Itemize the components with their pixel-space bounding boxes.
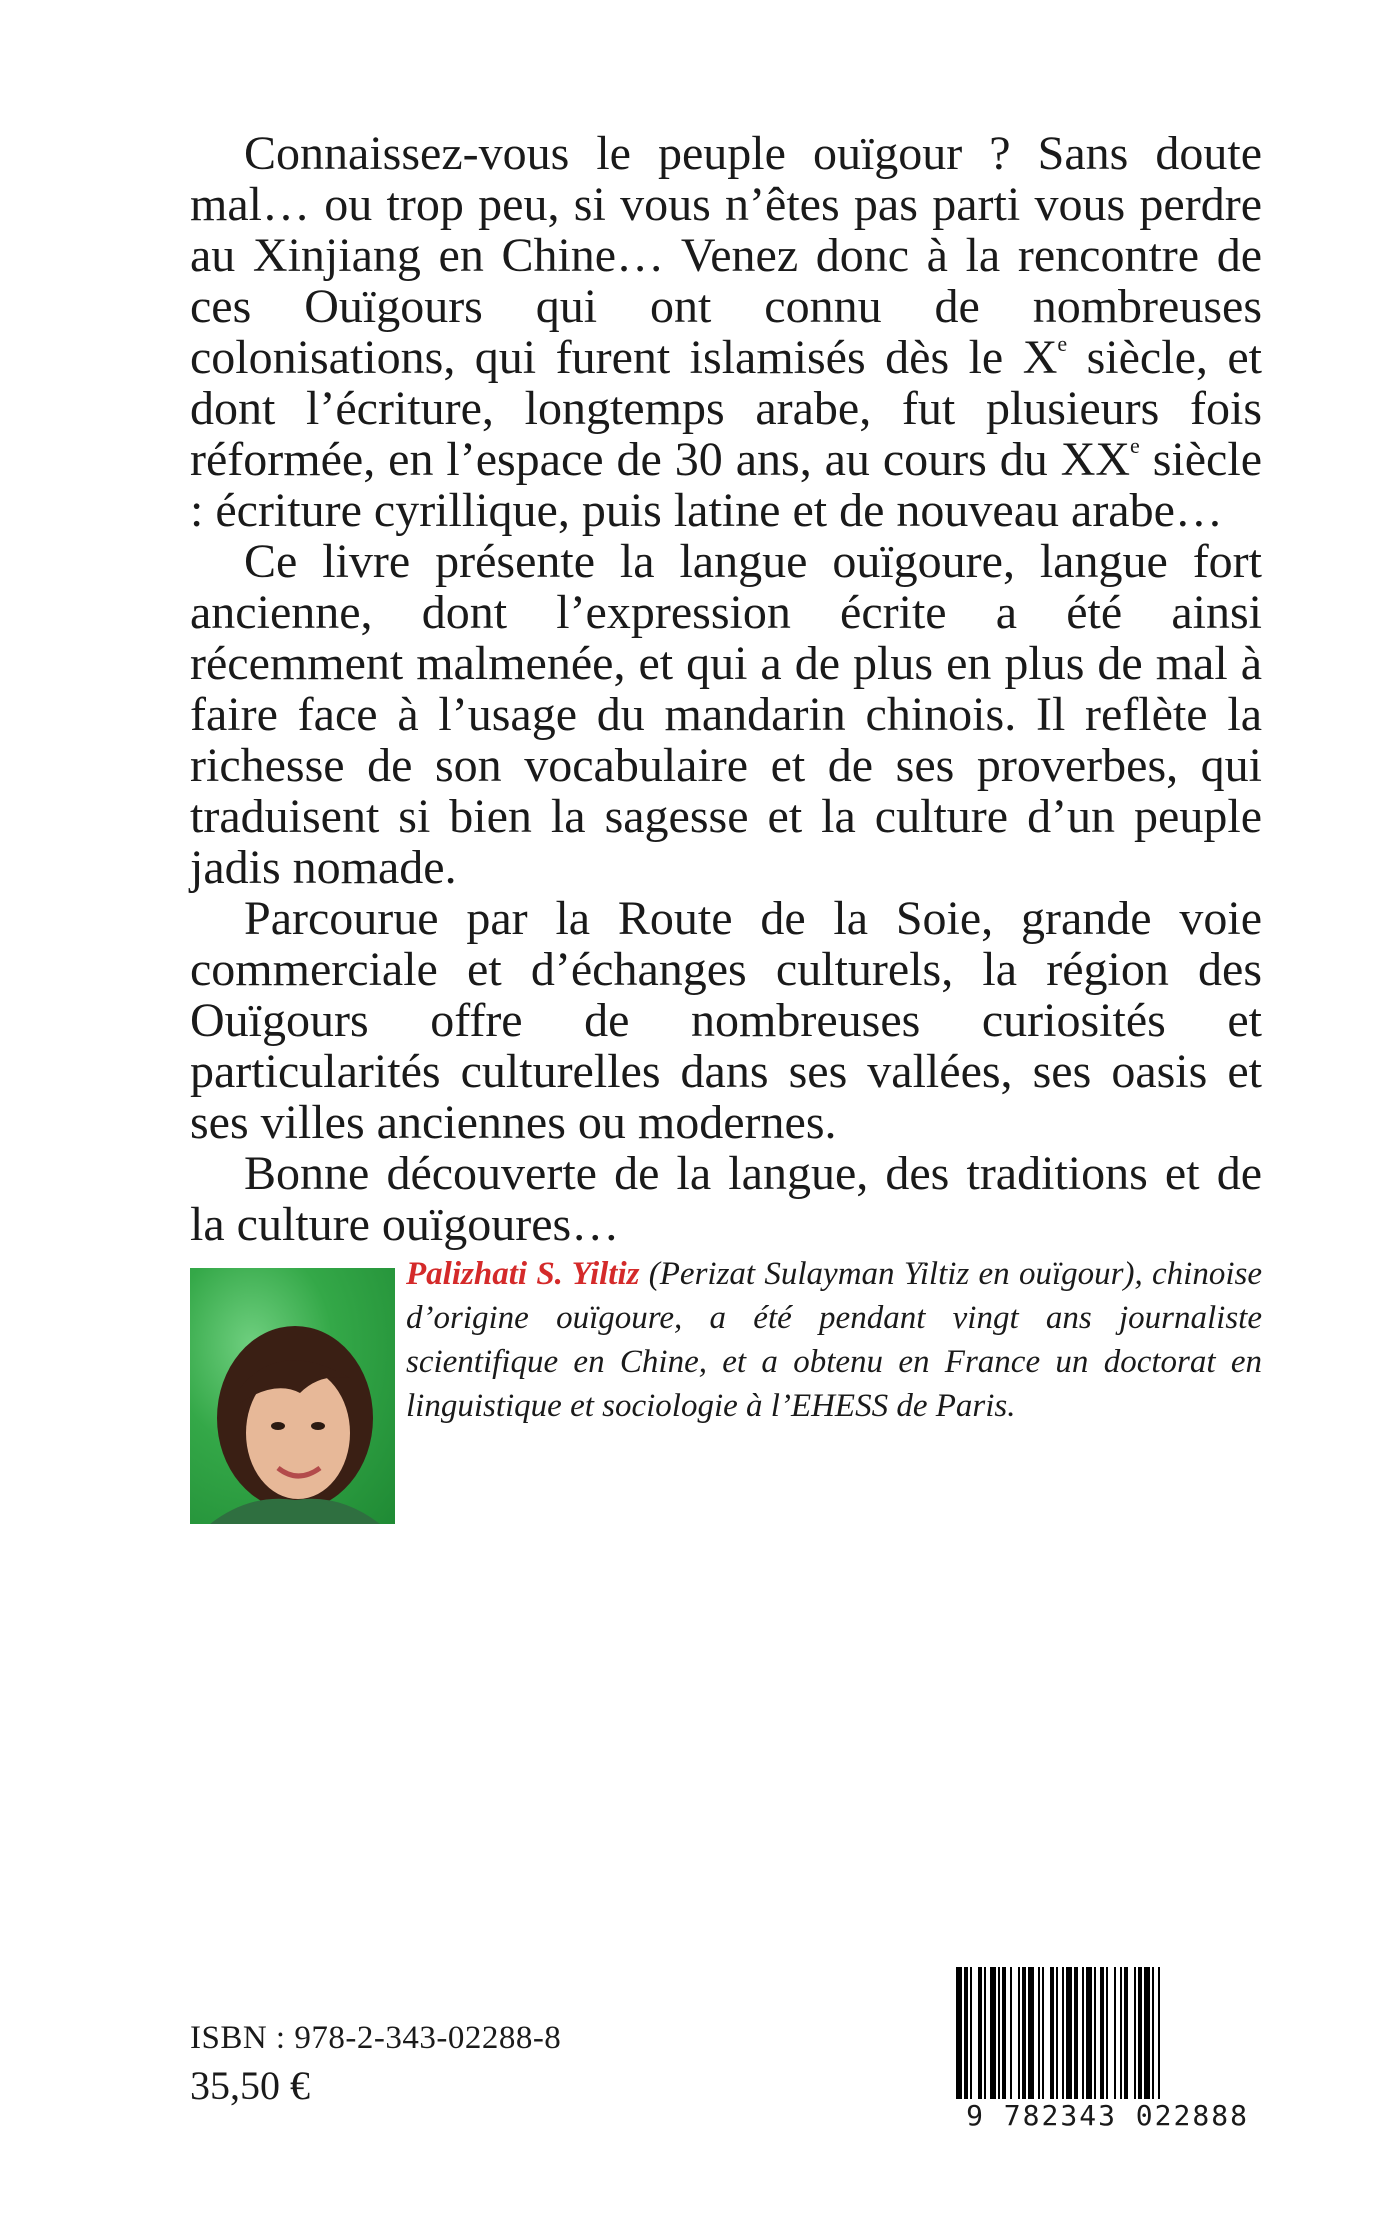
barcode-bar [1038, 1967, 1040, 2102]
blurb-paragraph-1: Connaissez-vous le peuple ouïgour ? Sans doute mal… ou trop peu, si vous n’êtes pas parti vous perdre au Xinjiang en Chine… Venez donc à la rencontre de ces Ouïgours qui ont connu de nombreuses colonisations, qui furent islamisés dès le Xe siècle, et dont l’écriture, longtemps arabe, fut plusieurs fois réformée, en l’espace de 30 ans, au cours du XXe siècle : écriture cyrillique, puis latine et de nouveau arabe… [190, 127, 1262, 537]
barcode-bar [1124, 1967, 1128, 2102]
barcode-bar [1144, 1967, 1150, 2102]
back-cover-blurb [190, 128, 1262, 1250]
blurb-paragraph-4: Bonne découverte de la langue, des traditions et de la culture ouïgoures… [190, 1147, 1262, 1251]
barcode-bar [1002, 1967, 1006, 2102]
barcode-bar [1028, 1967, 1034, 2102]
barcode-bar [1134, 1967, 1136, 2102]
barcode-bar [1120, 1967, 1122, 2102]
barcode-bar [970, 1967, 972, 2102]
barcode-bar [1082, 1967, 1084, 2102]
barcode-bar [1152, 1967, 1154, 2102]
barcode-digits: 9 782343 022888 [950, 2099, 1265, 2132]
isbn: ISBN : 978-2-343-02288-8 [190, 2020, 562, 2056]
barcode-bar [1138, 1967, 1142, 2102]
barcode-bar [964, 1967, 968, 2102]
author-name: Palizhati S. Yiltiz [406, 1256, 640, 1292]
author-portrait-icon [190, 1268, 395, 1524]
barcode-bar [1062, 1967, 1064, 2102]
barcode [950, 1967, 1265, 2135]
barcode-bar [1042, 1967, 1044, 2102]
barcode-bar [1018, 1967, 1020, 2102]
author-bio: Palizhati S. Yiltiz (Perizat Sulayman Yiltiz en ouïgour), chinoise d’origine ouïgoure, a été pendant vingt ans journaliste scientifique en Chine, et a obtenu en France un doctorat en linguistique et sociologie à l’EHESS de Paris. [406, 1256, 1262, 1424]
barcode-bar [1074, 1967, 1078, 2102]
barcode-bar [1010, 1967, 1012, 2102]
barcode-bar [1056, 1967, 1058, 2102]
price: 35,50 € [190, 2063, 310, 2108]
barcode-bar [1100, 1967, 1104, 2102]
barcode-bar [1086, 1967, 1092, 2102]
barcode-bar [1114, 1967, 1116, 2102]
barcode-bar [1066, 1967, 1072, 2102]
barcode-bar [1106, 1967, 1108, 2102]
barcode-bar [1158, 1967, 1160, 2102]
barcode-bar [1022, 1967, 1026, 2102]
blurb-paragraph-3: Parcourue par la Route de la Soie, grande voie commerciale et d’échanges culturels, la région des Ouïgours offre de nombreuses curiosités et particularités culturelles dans ses vallées, ses oasis et ses villes anciennes ou modernes. [190, 892, 1262, 1149]
barcode-bar [998, 1967, 1000, 2102]
barcode-bar [984, 1967, 986, 2102]
barcode-bar [990, 1967, 996, 2102]
barcode-bar [978, 1967, 982, 2102]
barcode-bars [950, 1967, 1265, 2102]
blurb-paragraph-2: Ce livre présente la langue ouïgoure, langue fort ancienne, dont l’expression écrite a été ainsi récemment malmenée, et qui a de plus en plus de mal à faire face à l’usage du mandarin chinois. Il reflète la richesse de son vocabulaire et de ses proverbes, qui traduisent si bien la sagesse et la culture d’un peuple jadis nomade. [190, 535, 1262, 894]
barcode-bar [1050, 1967, 1054, 2102]
barcode-bar [1094, 1967, 1096, 2102]
barcode-bar [956, 1967, 962, 2102]
author-photo [190, 1268, 395, 1524]
